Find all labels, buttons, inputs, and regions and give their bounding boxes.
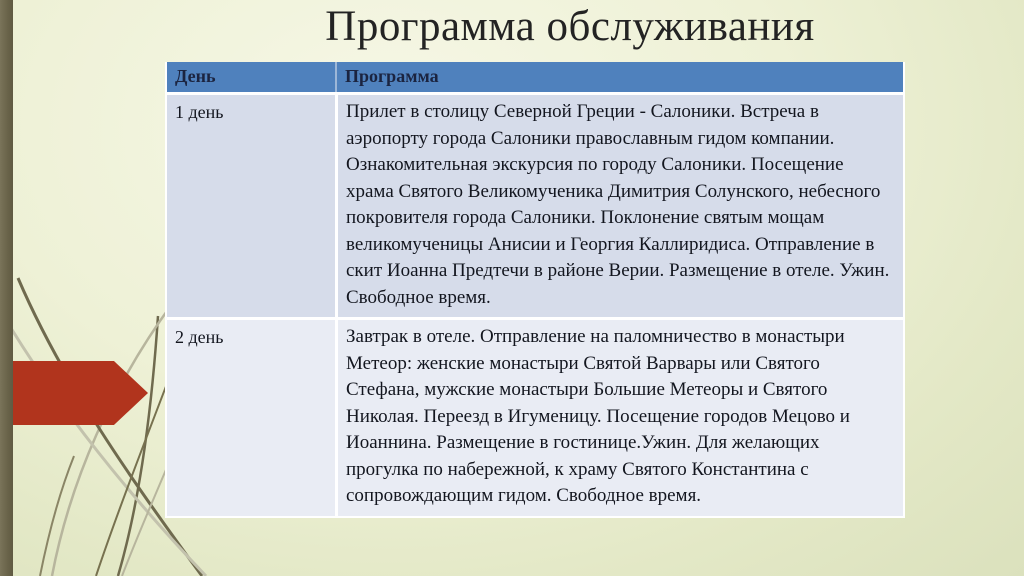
left-olive-bar	[0, 0, 13, 576]
column-header-day: День	[175, 66, 216, 86]
day-cell-2: 2 день	[175, 327, 224, 347]
day-cell-1: 1 день	[175, 102, 224, 122]
program-table	[165, 62, 905, 518]
column-header-program: Программа	[335, 62, 903, 92]
program-cell-1: Прилет в столицу Северной Греции - Салоники. Встреча в аэропорту города Салоники православным гидом компании. Ознакомительная экскурсия по городу Салоники. Посещение храма Святого Великомученика Димитрия Солунского, небесного покровителя города Салоники. Поклонение святым мощам великомученицы Анисии и Георгия Каллиридиса. Отправление в скит Иоанна Предтечи в районе Верии. Размещение в отеле. Ужин. Свободное время.	[335, 95, 903, 317]
table-header-row	[167, 62, 903, 92]
program-cell-2: Завтрак в отеле. Отправление на паломничество в монастыри Метеор: женские монастыри Святой Варвары или Святого Стефана, мужские монастыри Большие Метеоры и Святого Николая. Переезд в Игуменицу. Посещение городов Мецово и Иоаннина. Размещение в гостинице.Ужин. Для желающих прогулка по набережной, к храму Святого Константина с сопровождающим гидом. Свободное время.	[335, 320, 903, 516]
slide-title: Программа обслуживания	[325, 3, 815, 50]
table-row-day2	[167, 317, 903, 516]
table-row-day1	[167, 92, 903, 317]
